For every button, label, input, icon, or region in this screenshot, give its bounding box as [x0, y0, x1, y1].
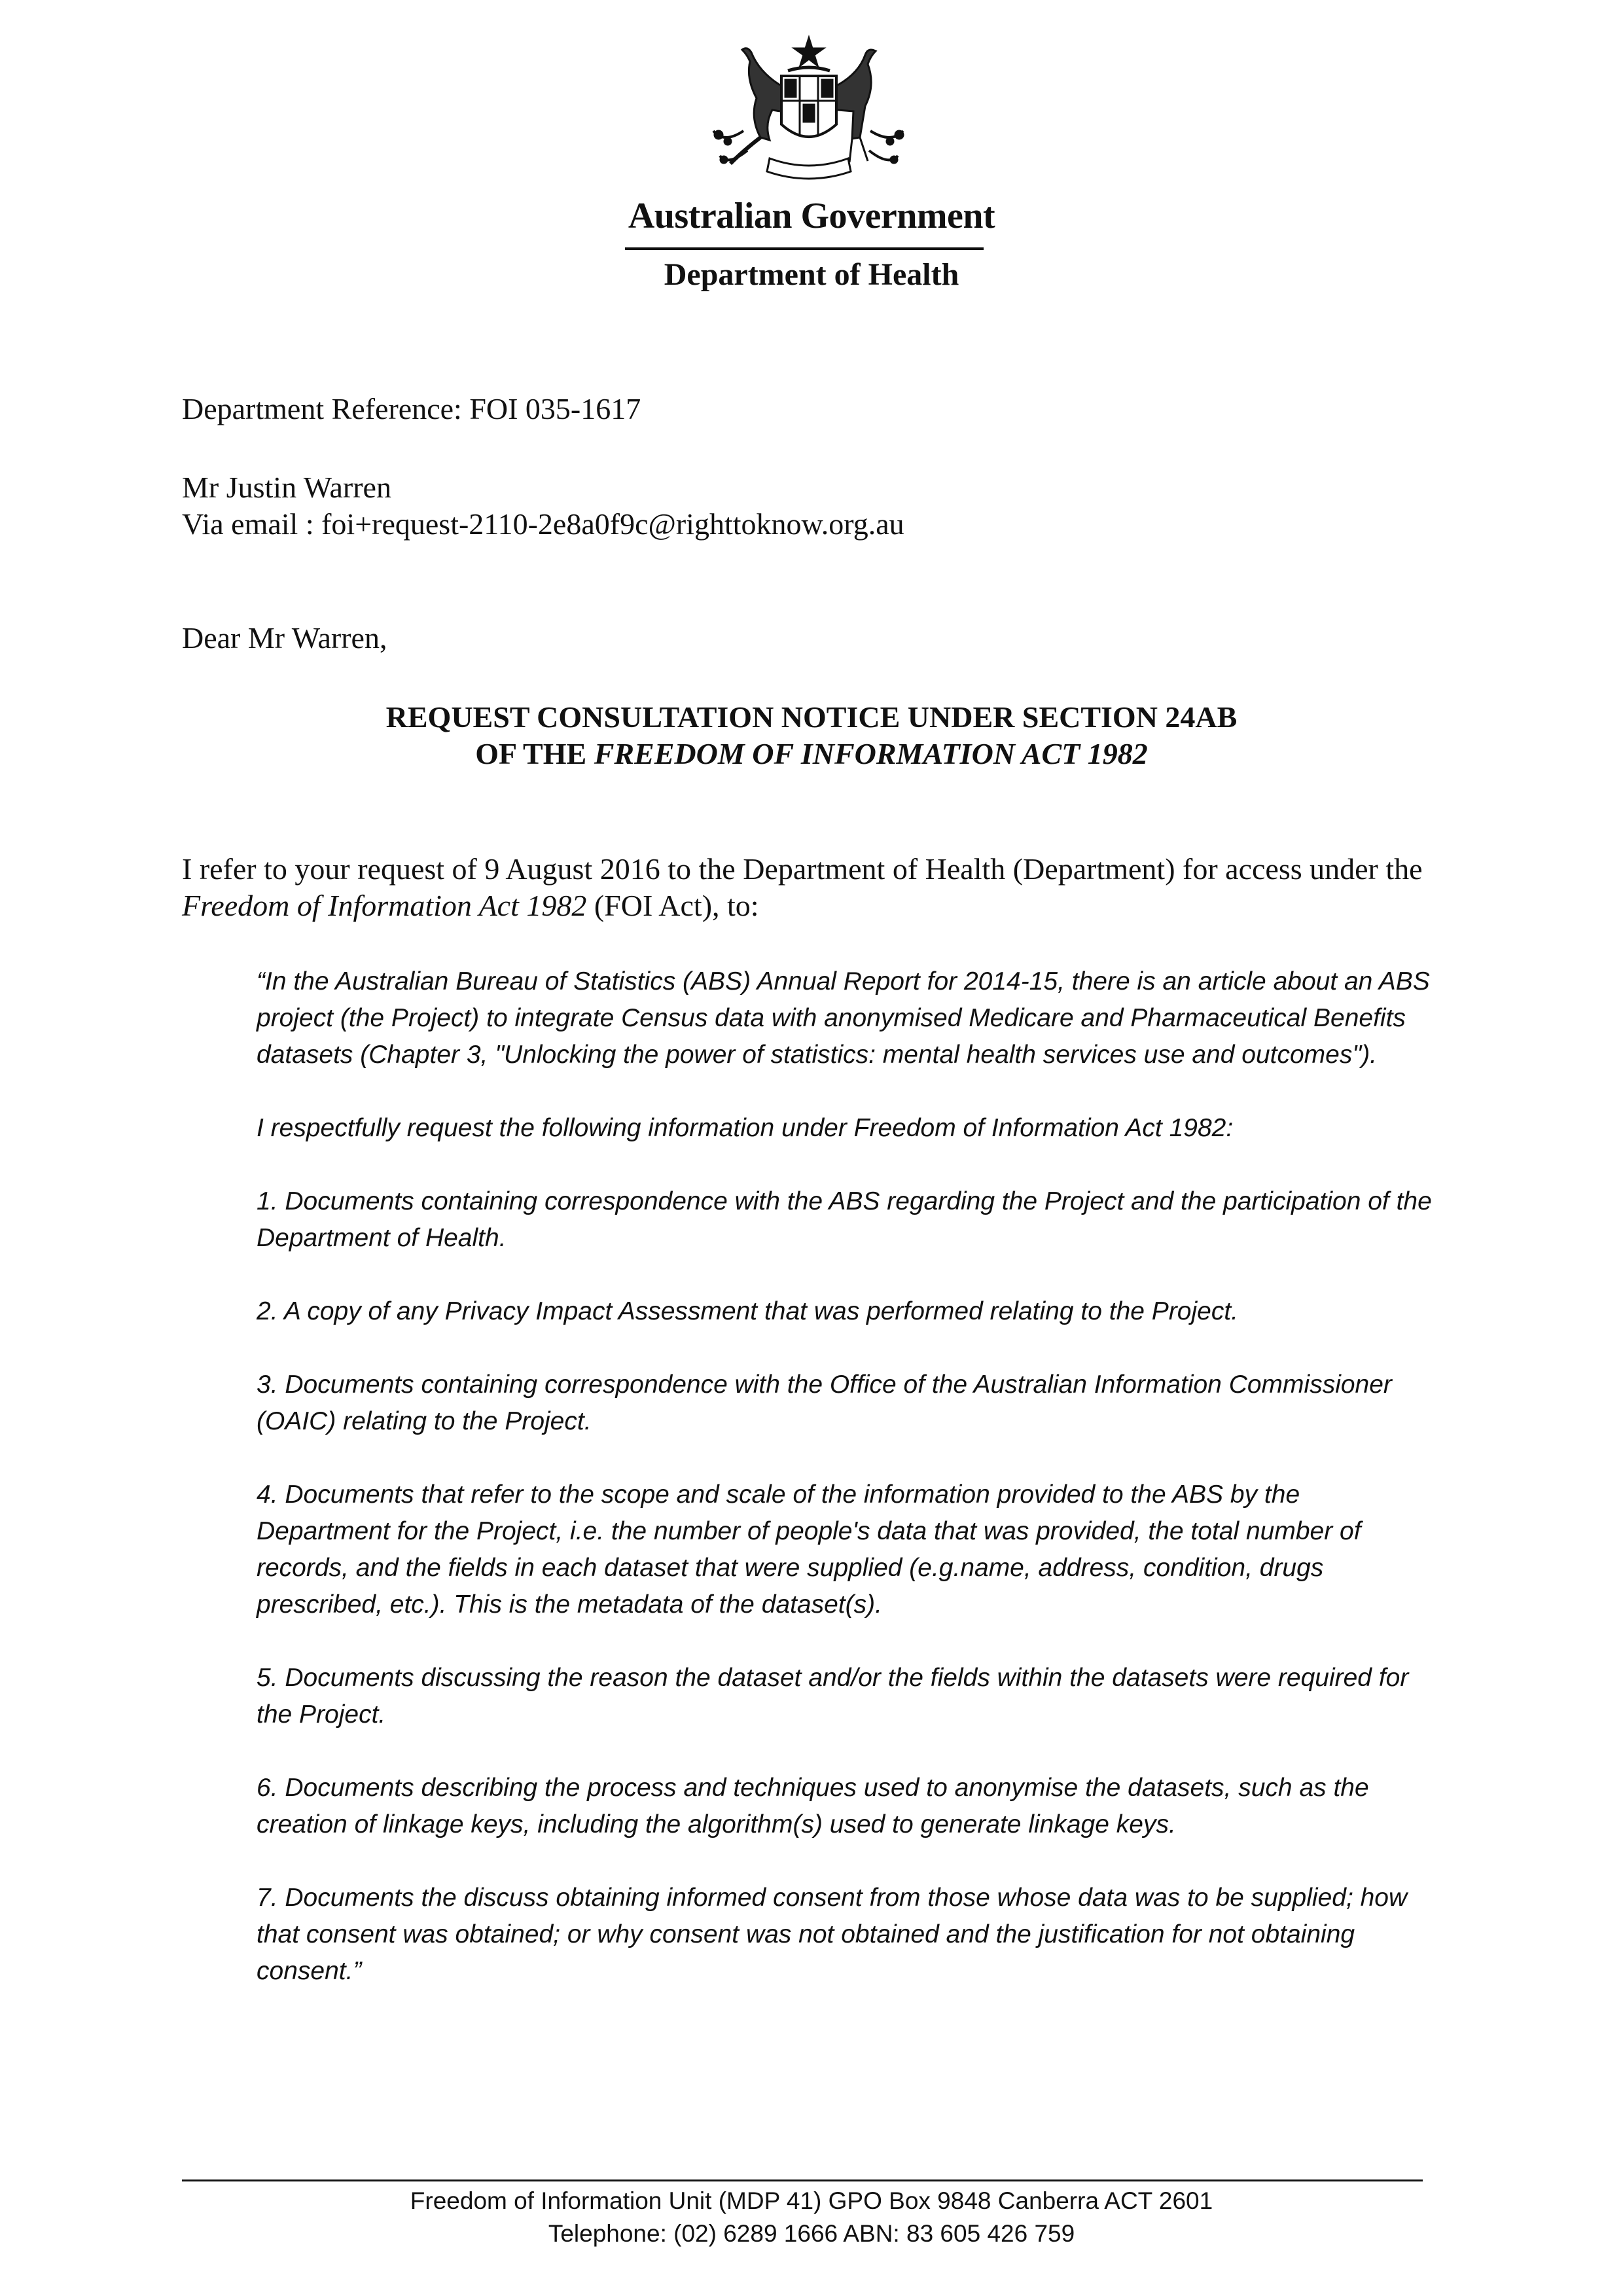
intro-paragraph — [182, 851, 1465, 924]
notice-heading — [0, 699, 1623, 772]
salutation: Dear Mr Warren, — [182, 621, 387, 655]
footer — [0, 2185, 1623, 2250]
quote-item: 2. A copy of any Privacy Impact Assessment that was performed relating to the Project. — [257, 1297, 1238, 1325]
agency-name: Australian Government — [628, 196, 995, 236]
intro-part-2: (FOI Act), to: — [586, 889, 759, 922]
quote-item: 1. Documents containing correspondence with the ABS regarding the Project and the participation of the Department of Health. — [257, 1187, 1432, 1252]
heading-line-1: REQUEST CONSULTATION NOTICE UNDER SECTION 24AB — [385, 700, 1238, 734]
heading-act-name: FREEDOM OF INFORMATION ACT 1982 — [594, 737, 1148, 770]
quote-item: 7. Documents the discuss obtaining informed consent from those whose data was to be supplied; how that consent was obtained; or why consent was not obtained and the justification for not obtaining consent.” — [257, 1884, 1408, 1985]
quote-request-line: I respectfully request the following information under Freedom of Information Act 1982: — [257, 1114, 1234, 1142]
quote-item: 5. Documents discussing the reason the dataset and/or the fields within the datasets were required for the Project. — [257, 1664, 1409, 1729]
department-name: Department of Health — [664, 257, 959, 292]
recipient-name: Mr Justin Warren — [182, 471, 391, 504]
quote-item: 4. Documents that refer to the scope and scale of the information provided to the ABS by the Department for the Project, i.e. the number of people's data that was provided, the total number of records, and the fields in each dataset that were supplied (e.g.name, address, condition, drugs prescribed, etc.). This is the metadata of the dataset(s). — [257, 1480, 1361, 1619]
quote-item: 6. Documents describing the process and techniques used to anonymise the datasets, such as the creation of linkage keys, including the algorithm(s) used to generate linkage keys. — [257, 1774, 1369, 1839]
intro-part-1: I refer to your request of 9 August 2016 to the Department of Health (Department) for access under the — [182, 852, 1423, 886]
quote-item: 3. Documents containing correspondence with the Office of the Australian Information Commissioner (OAIC) relating to the Project. — [257, 1371, 1392, 1435]
intro-act-name: Freedom of Information Act 1982 — [182, 889, 587, 922]
request-quote — [257, 963, 1435, 2026]
recipient-email: Via email : foi+request-2110-2e8a0f9c@righttoknow.org.au — [182, 507, 904, 541]
footer-divider — [182, 2179, 1423, 2181]
heading-line-2-prefix: OF THE — [475, 737, 594, 770]
letterhead-divider — [625, 247, 984, 250]
department-reference: Department Reference: FOI 035-1617 — [182, 392, 641, 425]
quote-preamble: “In the Australian Bureau of Statistics (ABS) Annual Report for 2014-15, there is an article about an ABS project (the Project) to integrate Census data with anonymised Medicare and Pharmaceutical Benefits datasets (Chapter 3, "Unlocking the power of statistics: mental health services use and outcomes"). — [257, 967, 1430, 1069]
footer-contact: Telephone: (02) 6289 1666 ABN: 83 605 426 759 — [548, 2220, 1075, 2247]
heading-line-2 — [0, 736, 1623, 772]
footer-address: Freedom of Information Unit (MDP 41) GPO Box 9848 Canberra ACT 2601 — [410, 2187, 1213, 2214]
coat-of-arms-icon — [704, 33, 914, 190]
